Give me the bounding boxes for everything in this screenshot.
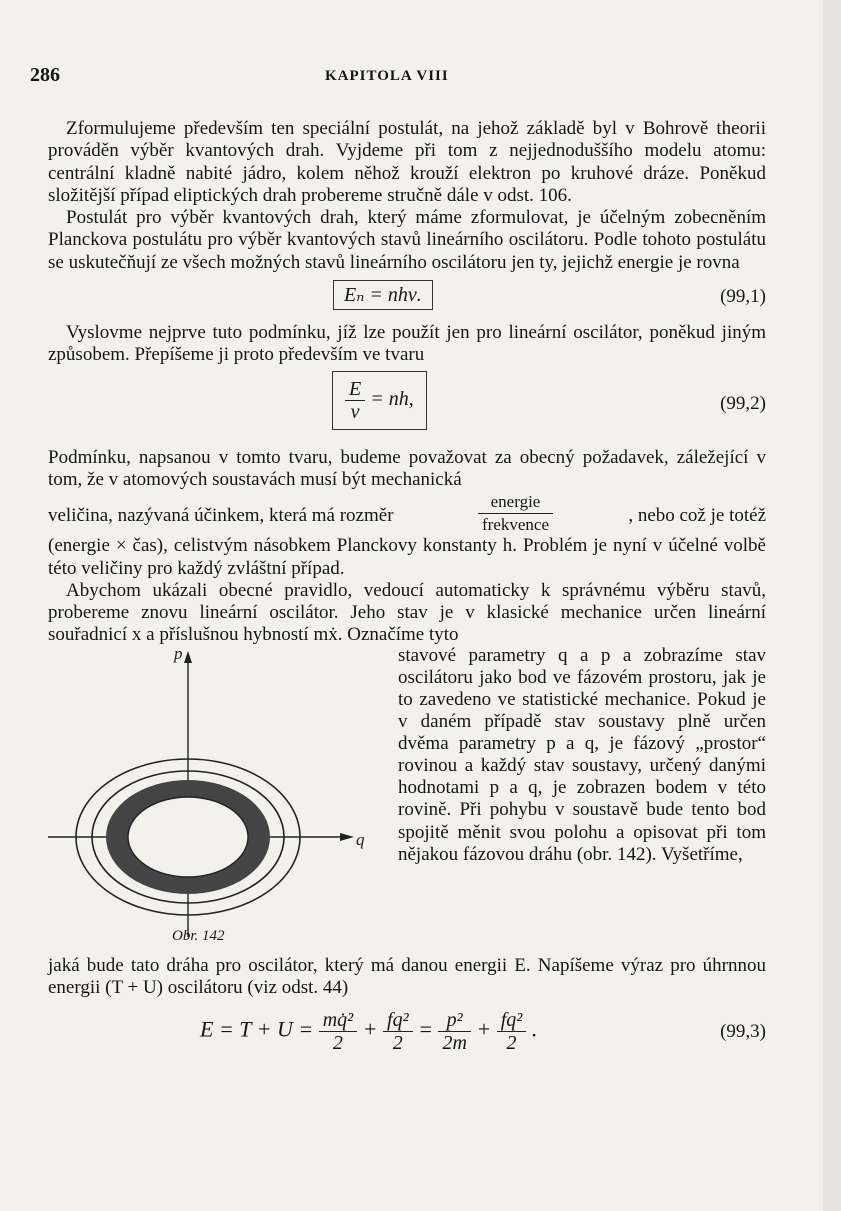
equation-box: Eₙ = nhν. bbox=[333, 280, 433, 310]
eq3-fraction-1 bbox=[319, 1009, 357, 1054]
unit-fraction bbox=[478, 491, 553, 536]
p-axis-arrow bbox=[184, 651, 192, 663]
paragraph-1: Zformulujeme především ten speciální postulát, na jehož základě byl v Bohrově theorii prováděn výběr kvantových drah. Vyjdeme při tom z nejjednoduššího modelu atomu: centrální kladně nabité jádro, kolem něhož krouží elektron po kruhové dráze. Poněkud složitější případ eliptických drah probereme stručně dále v odst. 106. bbox=[48, 118, 766, 206]
equation-number: (99,1) bbox=[720, 286, 766, 308]
figure-side-text: stavové parametry q a p a zobrazíme stav oscilátoru jako bod ve fázovém prostoru, jak je to zavedeno ve statistické mechanice. Pokud je v daném případě stav soustavy plně určen dvěma parametry p a q, je fázový „prostor“ rovinou a každý stav soustavy, určený danými hodnotami p a q, je zobrazen bodem v této rovině. Při pohybu v soustavě bude tento bod spojitě měnit svou polohu a opisovat při tom nějakou fázovou dráhu (obr. 142). Vyšetříme, bbox=[398, 644, 766, 865]
denominator: 2 bbox=[332, 1032, 343, 1055]
fraction-denominator: ν bbox=[350, 400, 360, 423]
paragraph-3: Vyslovme nejprve tuto podmínku, jíž lze použít jen pro lineární oscilátor, poněkud jiným způsobem. Přepíšeme ji proto především ve tvaru bbox=[48, 322, 766, 366]
equation-box bbox=[332, 371, 427, 430]
eq3-plus-2: + bbox=[476, 1016, 492, 1042]
phase-space-figure bbox=[48, 647, 388, 955]
equation-99-2 bbox=[48, 367, 766, 447]
paragraph-2: Postulát pro výběr kvantových drah, který máme zformulovat, je účelným zobecněním Planckova postulátu pro výběr kvantových stavů lineárního oscilátoru. Podle tohoto postulátu se uskutečňují ze všech možných stavů lineárního oscilátoru jen ty, jejichž energie je rovna bbox=[48, 207, 766, 273]
equation-number: (99,3) bbox=[720, 1021, 766, 1043]
paragraph-4: Podmínku, napsanou v tomto tvaru, budeme považovat za obecný požadavek, záležející v tom, že v atomových soustavách musí být mechanická bbox=[48, 446, 766, 490]
fraction bbox=[345, 378, 365, 423]
figure-block bbox=[48, 644, 766, 955]
page-number: 286 bbox=[30, 64, 60, 86]
paragraph-4-rest: (energie × čas), celistvým násobkem Planckovy konstanty h. Problém je nyní v účelné volbě této veličiny pro každý zvláštní případ. bbox=[48, 535, 766, 579]
numerator: fq² bbox=[383, 1009, 413, 1032]
figure-caption: Obr. 142 bbox=[172, 927, 225, 944]
equation-99-3 bbox=[48, 999, 766, 1071]
body-text bbox=[48, 118, 766, 1071]
eq3-fraction-4 bbox=[497, 1009, 527, 1054]
paragraph-6: jaká bude tato dráha pro oscilátor, který má danou energii E. Napíšeme výraz pro úhrnnou energii (T + U) oscilátoru (viz odst. 44) bbox=[48, 954, 766, 999]
equation-number: (99,2) bbox=[720, 392, 766, 414]
numerator: mq̇² bbox=[319, 1009, 357, 1032]
equation-99-1 bbox=[48, 274, 766, 322]
page-header bbox=[30, 64, 790, 88]
unit-denominator: frekvence bbox=[482, 515, 550, 535]
p-axis-label: p bbox=[174, 646, 183, 663]
q-axis-arrow bbox=[340, 833, 354, 841]
chapter-title: KAPITOLA VIII bbox=[325, 68, 449, 84]
fraction-numerator: E bbox=[345, 378, 365, 401]
numerator: fq² bbox=[497, 1009, 527, 1032]
energy-expression bbox=[200, 1009, 537, 1054]
denominator: 2 bbox=[506, 1032, 517, 1055]
denominator: 2m bbox=[442, 1032, 467, 1055]
unit-line-start: veličina, nazývaná účinkem, která má rozměr bbox=[48, 505, 394, 527]
q-axis-label: q bbox=[356, 829, 365, 849]
unit-line-end: , nebo což je totéž bbox=[628, 505, 766, 527]
equation-rhs: = nh, bbox=[370, 387, 414, 410]
eq3-end: . bbox=[531, 1016, 538, 1042]
denominator: 2 bbox=[392, 1032, 403, 1055]
eq3-part1: E = T + U = bbox=[200, 1016, 314, 1042]
paragraph-5: Abychom ukázali obecné pravidlo, vedoucí automaticky k správnému výběru stavů, probereme znovu lineární oscilátor. Jeho stav je v klasické mechanice určen lineární souřadnicí x a příslušnou hybností mẋ. Označíme tyto bbox=[48, 579, 766, 646]
numerator: p² bbox=[438, 1009, 470, 1032]
eq3-equals: = bbox=[418, 1016, 433, 1042]
unit-line bbox=[48, 491, 766, 535]
inner-ellipse bbox=[128, 797, 248, 877]
eq3-fraction-2 bbox=[383, 1009, 413, 1054]
eq3-plus-1: + bbox=[362, 1016, 378, 1042]
unit-numerator: energie bbox=[478, 491, 553, 514]
eq3-fraction-3 bbox=[438, 1009, 470, 1054]
